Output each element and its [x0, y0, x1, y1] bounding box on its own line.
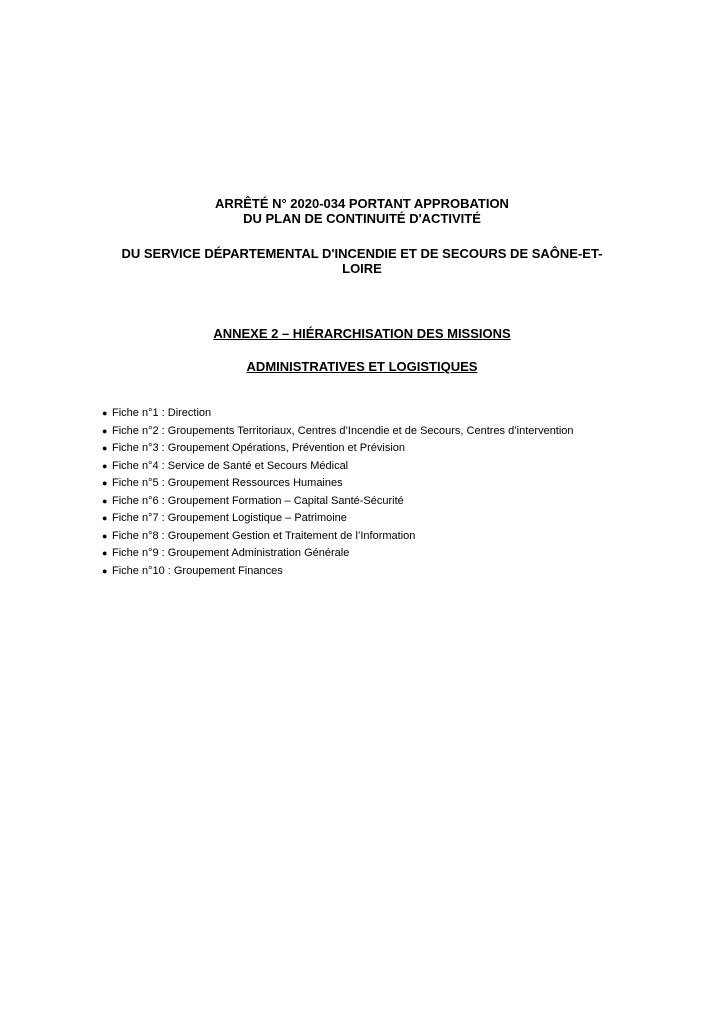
fiche-label: Fiche n°1 : Direction: [112, 407, 212, 419]
fiche-label: Fiche n°7 : Groupement Logistique – Patrimoine: [112, 512, 347, 524]
fiche-label: Fiche n°5 : Groupement Ressources Humaines: [112, 477, 343, 489]
service-line-2: LOIRE: [342, 261, 382, 276]
service-title: [0, 246, 724, 276]
fiche-label: Fiche n°9 : Groupement Administration Générale: [112, 547, 350, 559]
title-line-2: DU PLAN DE CONTINUITÉ D'ACTIVITÉ: [243, 211, 481, 226]
bullet-icon: ●: [102, 478, 108, 488]
bullet-icon: ●: [102, 408, 108, 418]
document-title: [0, 196, 724, 226]
fiche-label: Fiche n°6 : Groupement Formation – Capital Santé-Sécurité: [112, 494, 404, 507]
list-item: [102, 510, 574, 528]
bullet-icon: ●: [102, 495, 108, 506]
bullet-icon: ●: [102, 443, 108, 453]
bullet-icon: ●: [102, 530, 108, 541]
list-item: [102, 405, 574, 423]
fiche-label: Fiche n°2 : Groupements Territoriaux, Centres d’Incendie et de Secours, Centres d’intervention: [112, 424, 574, 437]
bullet-icon: ●: [102, 460, 108, 471]
fiche-label: Fiche n°3 : Groupement Opérations, Prévention et Prévision: [112, 442, 405, 454]
list-item: [102, 528, 574, 546]
title-line-1: ARRÊTÉ N° 2020-034 PORTANT APPROBATION: [215, 196, 509, 211]
list-item: [102, 458, 574, 476]
list-item: [102, 440, 574, 458]
bullet-icon: ●: [102, 565, 108, 576]
annex-heading: ANNEXE 2 – HIÉRARCHISATION DES MISSIONS: [213, 326, 511, 341]
bullet-icon: ●: [102, 425, 108, 436]
bullet-icon: ●: [102, 548, 108, 558]
fiche-label: Fiche n°10 : Groupement Finances: [112, 564, 283, 577]
list-item: [102, 423, 574, 441]
bullet-icon: ●: [102, 513, 108, 523]
list-item: [102, 493, 574, 511]
annex-subheading: ADMINISTRATIVES ET LOGISTIQUES: [246, 359, 478, 374]
service-line-1: DU SERVICE DÉPARTEMENTAL D'INCENDIE ET DE SECOURS DE SAÔNE-ET-: [121, 246, 603, 261]
list-item: [102, 563, 574, 581]
fiche-list: [102, 405, 574, 580]
list-item: [102, 475, 574, 493]
fiche-label: Fiche n°4 : Service de Santé et Secours Médical: [112, 459, 349, 472]
list-item: [102, 545, 574, 563]
fiche-label: Fiche n°8 : Groupement Gestion et Traitement de l’Information: [112, 529, 416, 542]
